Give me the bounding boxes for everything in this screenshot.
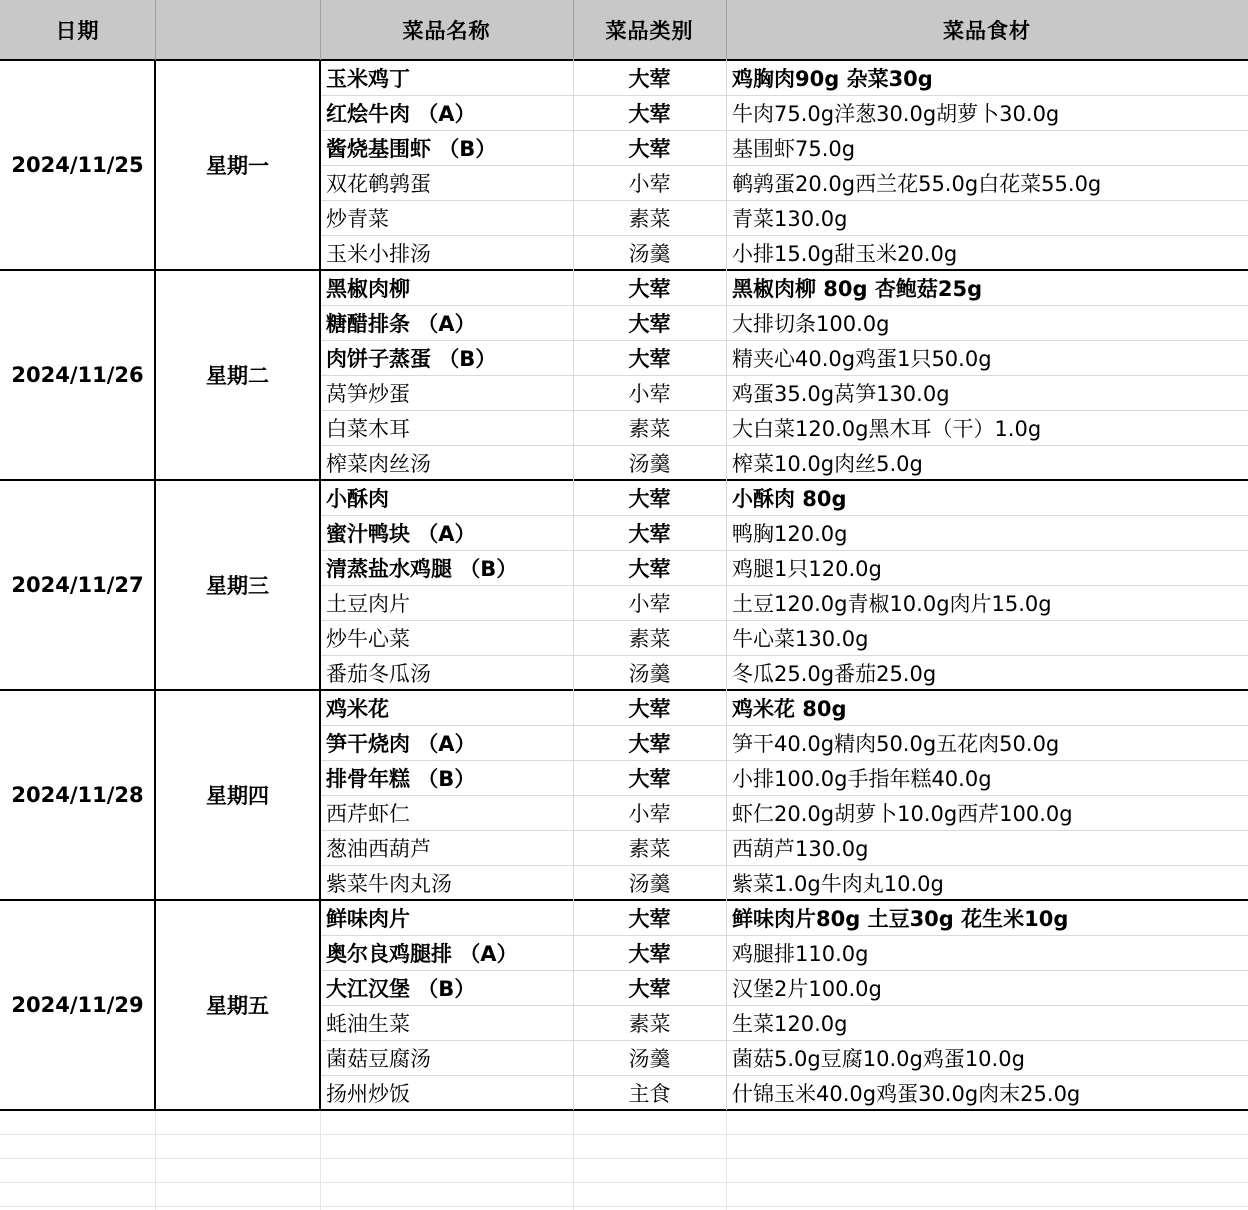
dish-ingredients-cell[interactable]: 鸡腿1只120.0g <box>732 556 882 581</box>
dish-category-cell[interactable]: 素菜 <box>628 416 671 441</box>
dish-ingredients-cell[interactable]: 虾仁20.0g胡萝卜10.0g西芹100.0g <box>732 801 1073 826</box>
column-gridline <box>573 60 574 1110</box>
dish-ingredients-cell[interactable]: 小排100.0g手指年糕40.0g <box>732 766 992 791</box>
column-header[interactable]: 菜品名称 <box>320 0 573 60</box>
row-gridline <box>320 1040 1248 1041</box>
dish-ingredients-cell[interactable]: 鸭胸120.0g <box>732 521 848 546</box>
dish-name-cell[interactable]: 炒青菜 <box>326 206 389 231</box>
row-gridline <box>320 1005 1248 1006</box>
row-gridline <box>320 410 1248 411</box>
column-border <box>319 60 321 1110</box>
dish-name-cell[interactable]: 鲜味肉片 <box>326 906 410 931</box>
dish-ingredients-cell[interactable]: 黑椒肉柳 80g 杏鲍菇25g <box>732 276 983 301</box>
dish-category-cell[interactable]: 主食 <box>628 1081 671 1106</box>
row-gridline <box>320 655 1248 656</box>
dish-category-cell[interactable]: 素菜 <box>628 206 671 231</box>
date-cell[interactable]: 2024/11/27 <box>11 573 144 597</box>
row-gridline <box>320 95 1248 96</box>
dish-category-cell[interactable]: 小荤 <box>628 381 671 406</box>
dish-name-cell[interactable]: 扬州炒饭 <box>326 1081 410 1106</box>
dish-category-cell[interactable]: 大荤 <box>628 906 671 931</box>
dish-ingredients-cell[interactable]: 基围虾75.0g <box>732 136 856 161</box>
dish-name-cell[interactable]: 莴笋炒蛋 <box>326 381 410 406</box>
dish-category-cell[interactable]: 大荤 <box>628 976 671 1001</box>
row-gridline <box>320 305 1248 306</box>
dish-category-cell[interactable]: 小荤 <box>628 591 671 616</box>
row-gridline <box>320 830 1248 831</box>
dish-ingredients-cell[interactable]: 鲜味肉片80g 土豆30g 花生米10g <box>732 906 1069 931</box>
dish-name-cell[interactable]: 紫菜牛肉丸汤 <box>326 871 452 896</box>
empty-column-gridline <box>573 1111 574 1210</box>
dish-category-cell[interactable]: 小荤 <box>628 171 671 196</box>
dish-name-cell[interactable]: 蜜汁鸭块 （A） <box>326 521 476 546</box>
column-header[interactable]: 日期 <box>0 0 155 60</box>
date-cell[interactable]: 2024/11/25 <box>11 153 144 177</box>
dish-category-cell[interactable]: 素菜 <box>628 626 671 651</box>
dish-name-cell[interactable]: 肉饼子蒸蛋 （B） <box>326 346 497 371</box>
dish-ingredients-cell[interactable]: 小排15.0g甜玉米20.0g <box>732 241 958 266</box>
row-gridline <box>320 515 1248 516</box>
dish-name-cell[interactable]: 奥尔良鸡腿排 （A） <box>326 941 518 966</box>
dish-category-cell[interactable]: 大荤 <box>628 766 671 791</box>
column-header[interactable] <box>155 0 320 60</box>
weekday-cell[interactable]: 星期三 <box>206 574 269 598</box>
dish-ingredients-cell[interactable]: 什锦玉米40.0g鸡蛋30.0g肉末25.0g <box>732 1081 1081 1106</box>
dish-ingredients-cell[interactable]: 榨菜10.0g肉丝5.0g <box>732 451 923 476</box>
dish-name-cell[interactable]: 红烩牛肉 （A） <box>326 101 476 126</box>
dish-category-cell[interactable]: 大荤 <box>628 136 671 161</box>
dish-category-cell[interactable]: 大荤 <box>628 556 671 581</box>
empty-row-gridline <box>0 1134 1248 1135</box>
dish-name-cell[interactable]: 黑椒肉柳 <box>326 276 410 301</box>
dish-name-cell[interactable]: 菌菇豆腐汤 <box>326 1046 431 1071</box>
weekday-cell[interactable]: 星期五 <box>206 994 269 1018</box>
weekday-cell[interactable]: 星期四 <box>206 784 269 808</box>
row-gridline <box>320 445 1248 446</box>
date-cell[interactable]: 2024/11/26 <box>11 363 144 387</box>
dish-category-cell[interactable]: 小荤 <box>628 801 671 826</box>
empty-row-gridline <box>0 1182 1248 1183</box>
empty-column-gridline <box>155 1111 156 1210</box>
dish-ingredients-cell[interactable]: 西葫芦130.0g <box>732 836 869 861</box>
dish-ingredients-cell[interactable]: 冬瓜25.0g番茄25.0g <box>732 661 937 686</box>
dish-ingredients-cell[interactable]: 生菜120.0g <box>732 1011 848 1036</box>
dish-ingredients-cell[interactable]: 鸡腿排110.0g <box>732 941 869 966</box>
dish-name-cell[interactable]: 大江汉堡 （B） <box>326 976 476 1001</box>
empty-row-gridline <box>0 1206 1248 1207</box>
block-border <box>0 1109 1248 1111</box>
row-gridline <box>320 200 1248 201</box>
dish-category-cell[interactable]: 大荤 <box>628 276 671 301</box>
row-gridline <box>320 340 1248 341</box>
dish-ingredients-cell[interactable]: 精夹心40.0g鸡蛋1只50.0g <box>732 346 992 371</box>
dish-ingredients-cell[interactable]: 笋干40.0g精肉50.0g五花肉50.0g <box>732 731 1060 756</box>
header-border <box>0 59 1248 61</box>
dish-category-cell[interactable]: 大荤 <box>628 521 671 546</box>
row-gridline <box>320 865 1248 866</box>
dish-category-cell[interactable]: 大荤 <box>628 486 671 511</box>
dish-ingredients-cell[interactable]: 大排切条100.0g <box>732 311 890 336</box>
column-header[interactable]: 菜品类别 <box>573 0 726 60</box>
dish-category-cell[interactable]: 汤羹 <box>628 661 671 686</box>
dish-category-cell[interactable]: 汤羹 <box>628 451 671 476</box>
header-gridline <box>573 0 574 60</box>
row-gridline <box>320 130 1248 131</box>
row-gridline <box>320 375 1248 376</box>
dish-category-cell[interactable]: 汤羹 <box>628 871 671 896</box>
dish-ingredients-cell[interactable]: 鸡蛋35.0g莴笋130.0g <box>732 381 950 406</box>
weekday-cell[interactable]: 星期一 <box>206 154 269 178</box>
date-cell[interactable]: 2024/11/29 <box>11 993 144 1017</box>
dish-name-cell[interactable]: 土豆肉片 <box>326 591 410 616</box>
dish-ingredients-cell[interactable]: 紫菜1.0g牛肉丸10.0g <box>732 871 944 896</box>
header-gridline <box>320 0 321 60</box>
weekday-cell[interactable]: 星期二 <box>206 364 269 388</box>
dish-ingredients-cell[interactable]: 大白菜120.0g黑木耳（干）1.0g <box>732 416 1042 441</box>
dish-name-cell[interactable]: 酱烧基围虾 （B） <box>326 136 497 161</box>
header-gridline <box>726 0 727 60</box>
row-gridline <box>320 935 1248 936</box>
row-gridline <box>320 725 1248 726</box>
row-gridline <box>320 585 1248 586</box>
dish-ingredients-cell[interactable]: 鹌鹑蛋20.0g西兰花55.0g白花菜55.0g <box>732 171 1102 196</box>
dish-category-cell[interactable]: 大荤 <box>628 731 671 756</box>
date-cell[interactable]: 2024/11/28 <box>11 783 144 807</box>
dish-name-cell[interactable]: 排骨年糕 （B） <box>326 766 476 791</box>
row-gridline <box>320 620 1248 621</box>
row-gridline <box>320 1075 1248 1076</box>
dish-ingredients-cell[interactable]: 牛心菜130.0g <box>732 626 869 651</box>
dish-category-cell[interactable]: 汤羹 <box>628 1046 671 1071</box>
dish-name-cell[interactable]: 糖醋排条 （A） <box>326 311 476 336</box>
dish-name-cell[interactable]: 玉米小排汤 <box>326 241 431 266</box>
dish-ingredients-cell[interactable]: 小酥肉 80g <box>732 486 847 511</box>
dish-ingredients-cell[interactable]: 鸡胸肉90g 杂菜30g <box>732 66 933 91</box>
column-border <box>154 60 156 1110</box>
dish-name-cell[interactable]: 双花鹌鹑蛋 <box>326 171 431 196</box>
dish-name-cell[interactable]: 清蒸盐水鸡腿 （B） <box>326 556 518 581</box>
dish-ingredients-cell[interactable]: 汉堡2片100.0g <box>732 976 882 1001</box>
dish-category-cell[interactable]: 大荤 <box>628 941 671 966</box>
dish-name-cell[interactable]: 西芹虾仁 <box>326 801 410 826</box>
row-gridline <box>320 550 1248 551</box>
dish-category-cell[interactable]: 大荤 <box>628 311 671 336</box>
dish-category-cell[interactable]: 素菜 <box>628 836 671 861</box>
row-gridline <box>320 165 1248 166</box>
row-gridline <box>320 795 1248 796</box>
dish-category-cell[interactable]: 素菜 <box>628 1011 671 1036</box>
empty-column-gridline <box>320 1111 321 1210</box>
empty-column-gridline <box>726 1111 727 1210</box>
row-gridline <box>320 970 1248 971</box>
row-gridline <box>320 760 1248 761</box>
dish-ingredients-cell[interactable]: 菌菇5.0g豆腐10.0g鸡蛋10.0g <box>732 1046 1025 1071</box>
dish-name-cell[interactable]: 玉米鸡丁 <box>326 66 410 91</box>
dish-name-cell[interactable]: 鸡米花 <box>326 696 389 721</box>
dish-name-cell[interactable]: 笋干烧肉 （A） <box>326 731 476 756</box>
dish-ingredients-cell[interactable]: 牛肉75.0g洋葱30.0g胡萝卜30.0g <box>732 101 1060 126</box>
dish-category-cell[interactable]: 汤羹 <box>628 241 671 266</box>
header-gridline <box>155 0 156 60</box>
dish-name-cell[interactable]: 蚝油生菜 <box>326 1011 410 1036</box>
column-header[interactable]: 菜品食材 <box>726 0 1248 60</box>
dish-ingredients-cell[interactable]: 鸡米花 80g <box>732 696 847 721</box>
dish-category-cell[interactable]: 大荤 <box>628 696 671 721</box>
dish-category-cell[interactable]: 大荤 <box>628 101 671 126</box>
dish-ingredients-cell[interactable]: 土豆120.0g青椒10.0g肉片15.0g <box>732 591 1052 616</box>
dish-name-cell[interactable]: 葱油西葫芦 <box>326 836 431 861</box>
dish-name-cell[interactable]: 白菜木耳 <box>326 416 410 441</box>
column-gridline <box>726 60 727 1110</box>
dish-category-cell[interactable]: 大荤 <box>628 66 671 91</box>
empty-row-gridline <box>0 1158 1248 1159</box>
dish-name-cell[interactable]: 番茄冬瓜汤 <box>326 661 431 686</box>
dish-category-cell[interactable]: 大荤 <box>628 346 671 371</box>
row-gridline <box>320 235 1248 236</box>
dish-ingredients-cell[interactable]: 青菜130.0g <box>732 206 848 231</box>
dish-name-cell[interactable]: 炒牛心菜 <box>326 626 410 651</box>
dish-name-cell[interactable]: 榨菜肉丝汤 <box>326 451 431 476</box>
dish-name-cell[interactable]: 小酥肉 <box>326 486 389 511</box>
